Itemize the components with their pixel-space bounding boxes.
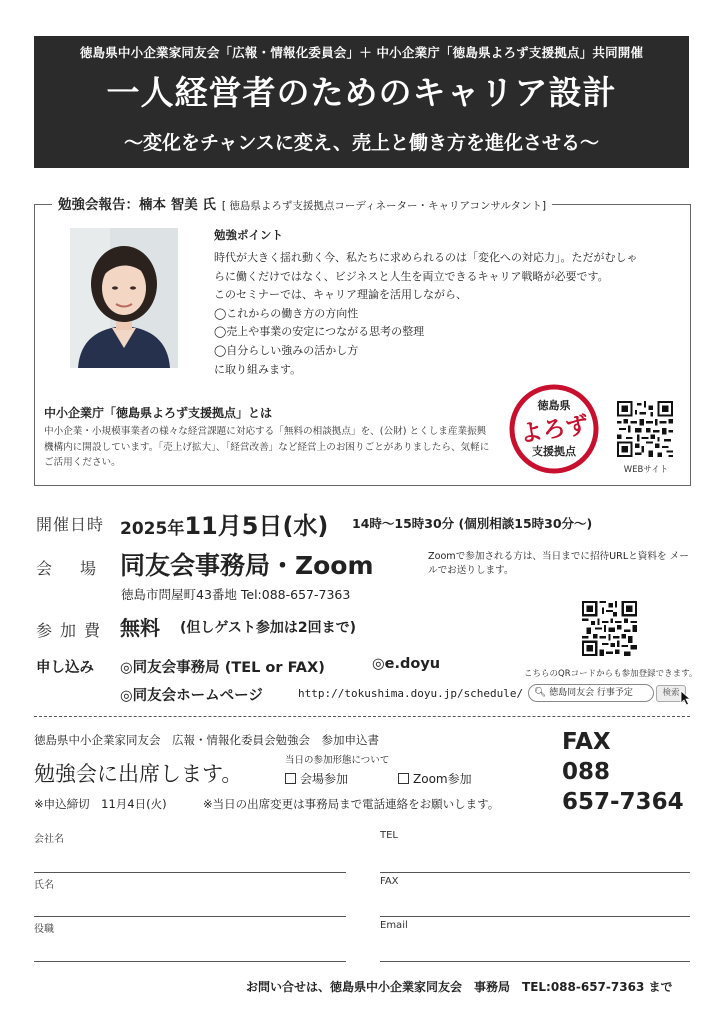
hub-line: 中小企業・小規模事業者の様々な経営課題に対応する「無料の相談拠点」を、(公財) とくしま産業振興 [44,426,487,437]
date-year: 2025年 [120,519,185,539]
tel-field[interactable] [380,872,690,873]
cursor-icon [680,690,692,706]
email-field-label: Email [380,920,408,931]
date-day: 11月5日 [184,512,283,540]
fee-value: 無料 [120,616,160,640]
fax-label: FAX [562,729,611,755]
name-field-label: 氏名 [34,880,54,891]
date-label: 開催日時 [36,515,105,534]
website-qr-caption: WEBサイト [623,465,669,475]
registration-qr-caption: こちらのQRコードからも参加登録できます。 [524,669,698,679]
points-body [214,249,664,379]
tel-field-label: TEL [380,830,398,841]
option-venue-checkbox[interactable] [285,770,348,787]
fax-number-line2: 657-7364 [562,789,684,815]
hub-line: ご活用ください。 [44,457,121,468]
venue-name: 同友会事務局・Zoom [120,551,374,580]
registration-qr-code[interactable] [582,601,637,656]
company-field[interactable] [34,872,346,873]
fee-note: (但しゲスト参加は2回まで) [180,620,356,636]
fax-field[interactable] [380,916,690,917]
reporter-name: 勉強会報告：楠本 智美 氏 [58,197,216,213]
svg-text:徳島県: 徳島県 [537,399,571,412]
attend-format-label: 当日の参加形態について [285,755,390,766]
checkbox-icon [285,773,296,784]
hub-title: 中小企業庁「徳島県よろず支援拠点」とは [44,406,273,420]
yorozu-logo-stamp [508,383,600,475]
svg-text:支援拠点: 支援拠点 [532,445,576,458]
zoom-note: Zoomで参加される方は、当日までに招待URLと資料を メールでお送りします。 [428,551,689,576]
reporter-role: [ 徳島県よろず支援拠点コーディネーター・キャリアコンサルタント] [221,200,547,212]
title-field-label: 役職 [34,924,54,935]
search-icon: 🔍︎ [534,687,547,698]
company-field-label: 会社名 [34,834,64,845]
schedule-url-link[interactable]: http://tokushima.doyu.jp/schedule/ [298,687,524,700]
points-line: に取り組みます。 [214,362,302,376]
option-venue-label: 会場参加 [300,772,349,786]
hub-description [44,424,496,471]
option-zoom-checkbox[interactable] [398,770,472,787]
footer-contact: お問い合せは、徳島県中小企業家同友会 事務局 TEL:088-657-7363 まで [246,980,673,994]
change-note: ※当日の出席変更は事務局まで電話連絡をお願いします。 [203,797,500,811]
header-banner [34,36,689,168]
points-line: らに働くだけではなく、ビジネスと人生を両立できるキャリア戦略が必要です。 [214,269,609,283]
checkbox-icon [398,773,409,784]
venue-label: 会場 [36,559,125,578]
apply-office: ◎同友会事務局 (TEL or FAX) [120,660,325,676]
attend-statement: 勉強会に出席します。 [34,762,243,786]
venue-address: 徳島市問屋町43番地 Tel:088-657-7363 [121,587,351,602]
date-weekday: (水) [282,512,329,540]
apply-email[interactable]: ◎e.doyu [372,656,441,672]
deadline-note: ※申込締切 11月4日(火) [34,797,167,811]
page-subtitle: 〜変化をチャンスに変え、売上と働き方を進化させる〜 [123,132,599,154]
fax-field-label: FAX [380,876,399,887]
fax-number-line1: 088 [562,759,611,785]
fax-number-block [562,727,684,817]
form-header: 徳島県中小企業家同友会 広報・情報化委員会勉強会 参加申込書 [34,733,379,747]
svg-text:よろず: よろず [518,412,591,448]
apply-label: 申し込み [36,660,94,676]
points-line: 時代が大きく揺れ動く今、私たちに求められるのは「変化への対応力」。ただがむしゃ [214,251,638,264]
search-button[interactable]: 検索 [656,685,686,702]
search-box[interactable] [528,684,654,702]
search-text: 徳島同友会 行事予定 [549,688,633,698]
points-line: ◯自分らしい強みの活かし方 [214,343,359,357]
organizer-line: 徳島県中小企業家同友会「広報・情報化委員会」＋ 中小企業庁「徳島県よろず支援拠点」共同開催 [79,45,644,60]
page-title: 一人経営者のためのキャリア設計 [106,73,617,112]
reporter-line [52,193,552,213]
website-qr-code[interactable] [617,401,673,457]
title-field[interactable] [34,961,346,962]
apply-website: ◎同友会ホームページ [120,688,263,704]
points-line: ◯売上や事業の安定につながる思考の整理 [214,325,425,339]
points-line: ◯これからの働き方の方向性 [214,306,359,320]
speaker-photo [70,228,178,368]
email-field[interactable] [380,961,690,962]
points-line: このセミナーでは、キャリア理論を活用しながら、 [214,288,467,302]
event-time: 14時〜15時30分 (個別相談15時30分〜) [352,516,593,531]
points-title: 勉強ポイント [214,228,283,242]
name-field[interactable] [34,916,346,917]
hub-line: 機構内に開設しています。「売上げ拡大」、「経営改善」など経営上のお困りごとがありましたら、気軽に [44,441,490,453]
cut-line-divider [34,716,690,717]
event-date [120,506,328,541]
fee-label: 参加費 [36,621,109,640]
option-zoom-label: Zoom参加 [413,772,472,786]
